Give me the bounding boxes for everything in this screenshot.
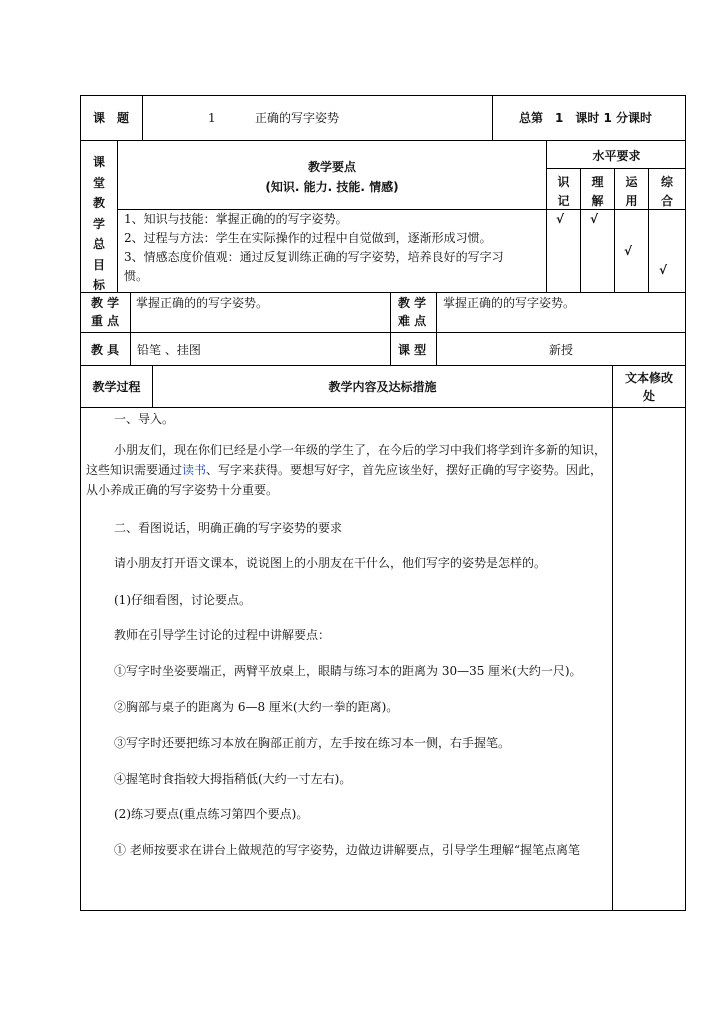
period-info: 总第 1 课时 1 分课时 bbox=[519, 111, 653, 125]
lesson-number: 1 bbox=[208, 111, 216, 125]
goal-item-2: 2、过程与方法：学生在实际操作的过程中自觉做到，逐渐形成习惯。 bbox=[124, 231, 492, 245]
level-synthesize: 综 合 bbox=[660, 175, 673, 208]
content-paragraph: ① 老师按要求在讲台上做规范的写字姿势，边做边讲解要点，引导学生理解“握笔点离笔 bbox=[114, 843, 580, 857]
goal-item-1: 1、知识与技能：掌握正确的的写字姿势。 bbox=[124, 212, 348, 226]
side-char: 标 bbox=[92, 278, 105, 292]
difficulty-label: 教 学 bbox=[398, 296, 427, 310]
difficulty-text: 掌握正确的的写字姿势。 bbox=[443, 296, 576, 310]
level-header: 水平要求 bbox=[592, 149, 641, 163]
content-paragraph: 小朋友们，现在你们已经是小学一年级的学生了，在今后的学习中我们将学到许多新的知识，这些知识需要通过读书、写字来获得。要想写好字，首先应该坐好，摆好正确的写字姿势。因此，从小养成正确的写字姿势十分重要。 bbox=[86, 443, 607, 497]
goal-item-3: 3、情感态度价值观：通过反复训练正确的写字姿势，培养良好的写字习 bbox=[124, 250, 504, 264]
content-paragraph: 请小朋友打开语文课本，说说图上的小朋友在干什么，他们写字的姿势是怎样的。 bbox=[114, 556, 547, 570]
lesson-title: 正确的写字姿势 bbox=[255, 111, 340, 125]
process-column-header: 教学过程 bbox=[92, 380, 141, 394]
lesson-type-value: 新授 bbox=[548, 343, 573, 357]
side-char: 课 bbox=[92, 155, 105, 169]
content-paragraph: (1)仔细看图，讨论要点。 bbox=[114, 593, 251, 607]
side-char: 总 bbox=[92, 237, 105, 251]
side-char: 学 bbox=[92, 216, 105, 231]
lesson-type-label: 课 型 bbox=[398, 343, 427, 357]
focus-label: 教 学 bbox=[91, 296, 120, 310]
content-paragraph: ③写字时还要把练习本放在胸部正前方，左手按在练习本一侧，右手握笔。 bbox=[114, 736, 511, 750]
tools-value: 铅笔 、挂图 bbox=[137, 343, 201, 357]
reading-link[interactable]: 读书 bbox=[182, 463, 207, 477]
goals-subtitle: (知识. 能力. 技能. 情感) bbox=[265, 180, 399, 194]
side-char: 教 bbox=[92, 196, 105, 210]
check-mark: √ bbox=[624, 244, 633, 258]
content-column-header: 教学内容及达标措施 bbox=[328, 380, 437, 394]
revision-column-header: 文本修改 处 bbox=[624, 371, 673, 403]
check-mark: √ bbox=[556, 212, 565, 226]
focus-text: 掌握正确的的写字姿势。 bbox=[136, 296, 269, 310]
goals-title: 教学要点 bbox=[307, 160, 356, 174]
difficulty-label: 难 点 bbox=[398, 314, 427, 328]
level-apply: 运 用 bbox=[625, 175, 638, 208]
content-paragraph: (2)练习要点(重点练习第四个要点)。 bbox=[114, 807, 309, 821]
check-mark: √ bbox=[590, 212, 599, 226]
content-section-heading: 二、看图说话，明确正确的写字姿势的要求 bbox=[114, 521, 343, 535]
content-paragraph: ②胸部与桌子的距离为 6—8 厘米(大约一拳的距离)。 bbox=[114, 700, 399, 714]
focus-label: 重 点 bbox=[91, 314, 120, 328]
goal-item-3-cont: 惯。 bbox=[124, 269, 149, 283]
side-char: 堂 bbox=[92, 175, 105, 190]
tools-label: 教 具 bbox=[91, 343, 120, 357]
level-understand: 理 解 bbox=[591, 175, 604, 208]
level-memorize: 识 记 bbox=[557, 175, 570, 208]
check-mark: √ bbox=[659, 263, 668, 277]
content-section-intro: 一、导入。 bbox=[114, 412, 175, 426]
side-char: 目 bbox=[92, 257, 105, 272]
content-paragraph: 教师在引导学生讨论的过程中讲解要点： bbox=[114, 628, 331, 642]
header-label: 课 题 bbox=[93, 111, 130, 125]
content-paragraph: ①写字时坐姿要端正，两臂平放桌上，眼睛与练习本的距离为 30—35 厘米(大约一尺)。 bbox=[114, 664, 582, 678]
content-paragraph: ④握笔时食指较大拇指稍低(大约一寸左右)。 bbox=[114, 772, 352, 786]
